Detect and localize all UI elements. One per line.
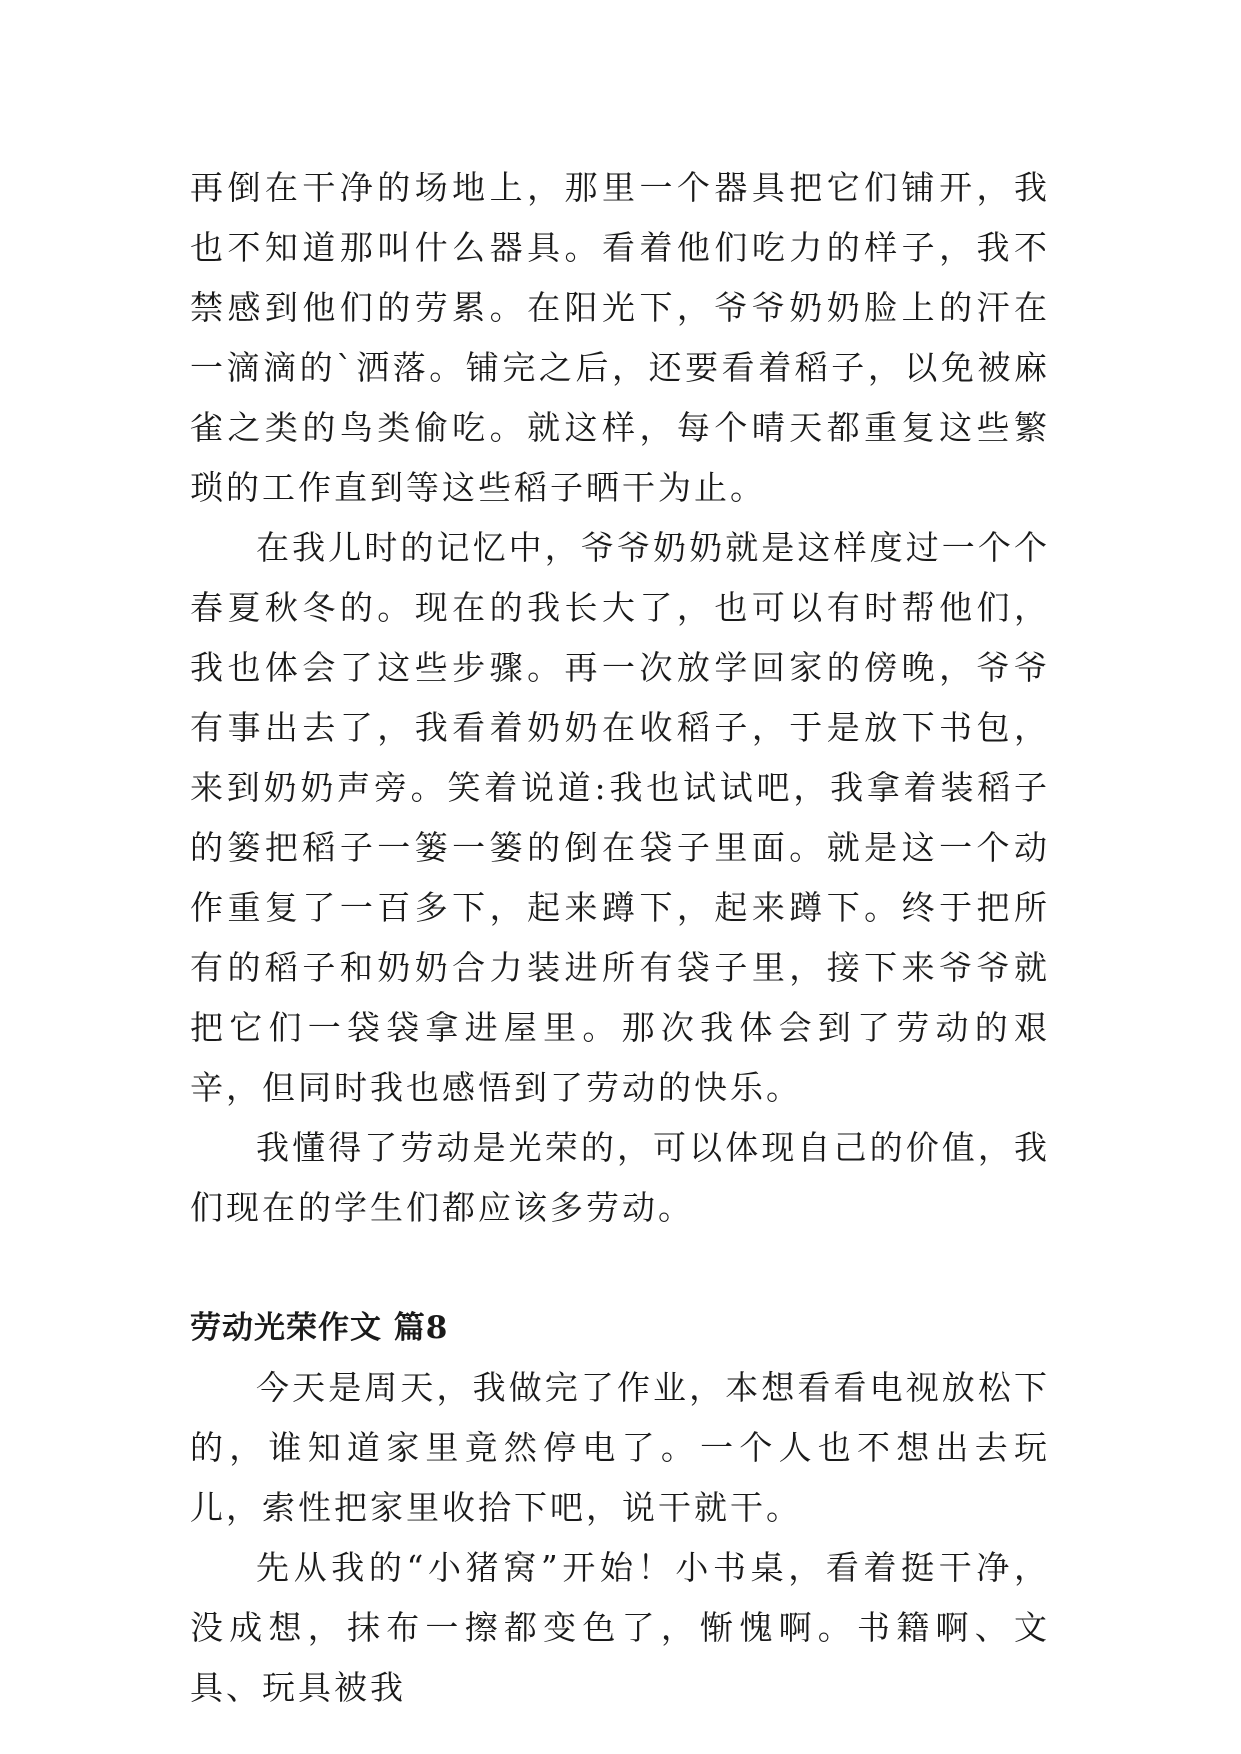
- document-page: [190, 158, 1050, 1718]
- paragraph-memory: 在我儿时的记忆中，爷爷奶奶就是这样度过一个个春夏秋冬的。现在的我长大了，也可以有时帮他们，我也体会了这些步骤。再一次放学回家的傍晚，爷爷有事出去了，我看着奶奶在收稻子，于是放下书包，来到奶奶声旁。笑着说道:我也试试吧，我拿着装稻子的篓把稻子一篓一篓的倒在袋子里面。就是这一个动作重复了一百多下，起来蹲下，起来蹲下。终于把所有的稻子和奶奶合力装进所有袋子里，接下来爷爷就把它们一袋袋拿进屋里。那次我体会到了劳动的艰辛，但同时我也感悟到了劳动的快乐。: [190, 528, 1050, 1107]
- paragraph-room: 先从我的“小猪窝”开始！小书桌，看着挺干净，没成想，抹布一擦都变色了，惭愧啊。书籍啊、文具、玩具被我: [190, 1548, 1050, 1707]
- section-heading: 劳动光荣作文 篇8: [190, 1310, 449, 1346]
- paragraph-continued: 再倒在干净的场地上，那里一个器具把它们铺开，我也不知道那叫什么器具。看着他们吃力的样子，我不禁感到他们的劳累。在阳光下，爷爷奶奶脸上的汗在一滴滴的`洒落。铺完之后，还要看着稻子，以免被麻雀之类的鸟类偷吃。就这样，每个晴天都重复这些繁琐的工作直到等这些稻子晒干为止。: [190, 168, 1050, 507]
- paragraph-sunday: 今天是周天，我做完了作业，本想看看电视放松下的，谁知道家里竟然停电了。一个人也不想出去玩儿，索性把家里收拾下吧，说干就干。: [190, 1368, 1050, 1527]
- paragraph-conclusion: 我懂得了劳动是光荣的，可以体现自己的价值，我们现在的学生们都应该多劳动。: [190, 1128, 1050, 1227]
